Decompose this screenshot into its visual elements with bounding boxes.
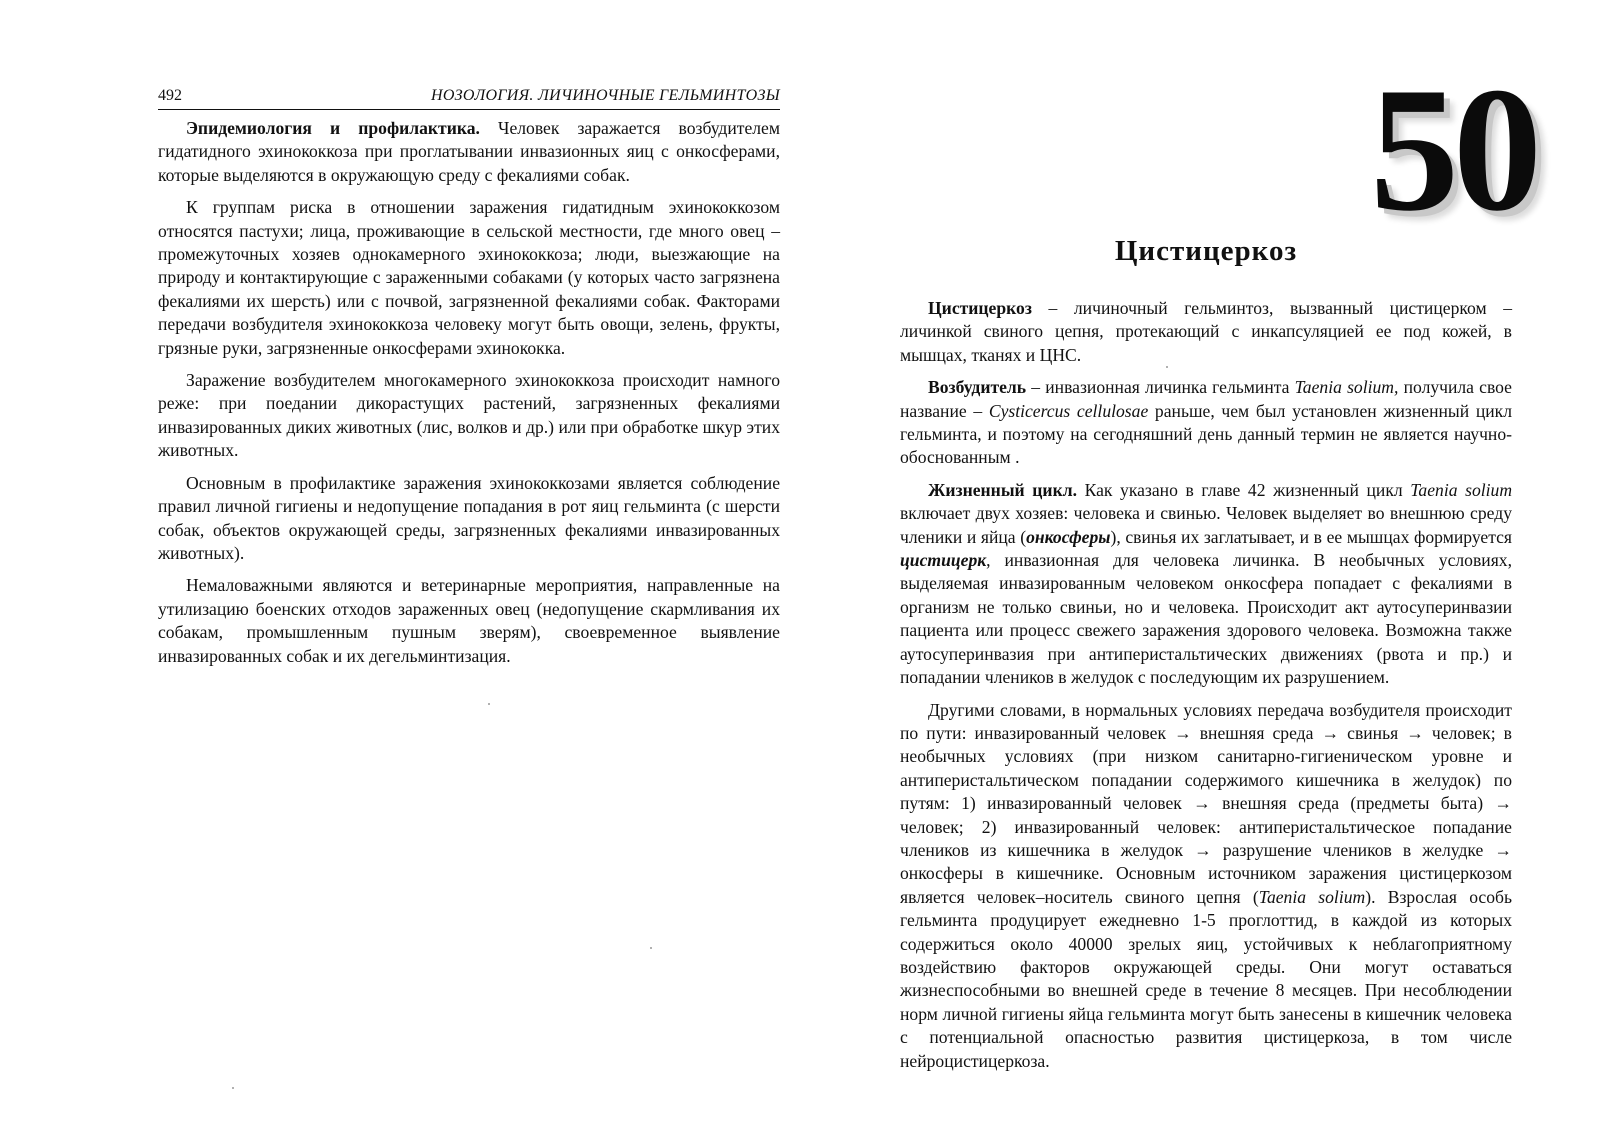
chapter-title: Цистицеркоз <box>1114 235 1298 267</box>
paragraph-lead: Возбудитель <box>928 377 1027 398</box>
text-run: Как указано в главе 42 жизненный цикл <box>1076 479 1411 500</box>
right-body-text <box>900 297 1512 1082</box>
left-body-text <box>158 117 780 677</box>
text-run: – инвазионная личинка гельминта <box>1026 377 1295 398</box>
paragraph-transmission <box>900 699 1512 1074</box>
paragraph-multilocular <box>158 369 780 463</box>
paragraph-prevention <box>158 472 780 566</box>
scan-speck <box>650 947 652 949</box>
paragraph-epidemiology <box>158 117 780 187</box>
latin-term: Taenia solium <box>1258 886 1366 907</box>
latin-term: Taenia solium <box>1410 479 1513 500</box>
paragraph-text: – личиночный гельминтоз, вызванный цистицерком – личинкой свиного цепня, протекающий с инкапсуляцией ее под кожей, в мышцах, тканях и ЦНС. <box>900 298 1512 365</box>
paragraph-pathogen <box>900 376 1512 470</box>
scan-speck <box>1166 366 1168 368</box>
key-term: цистицерк <box>900 550 987 571</box>
text-run: Другими словами, в нормальных условиях передача возбудителя происходит по пути: инвазированный человек → внешняя среда → свинья → человек; в необычных условиях (при низком санитарно-гигиеническом уровне и антиперистальтическом попадании содержимого кишечника в желудок) по путям: 1) инвазированный человек → внешняя среда (предметы быта) → человек; 2) инвазированный человек: антиперистальтическое попадание члеников из кишечника в желудок → разрушение члеников в желудке → онкосферы в кишечнике. Основным источником заражения цистицеркозом является человек–носитель свиного цепня ( <box>900 699 1512 907</box>
page-number: 492 <box>158 87 182 104</box>
chapter-number: 50 <box>1370 50 1536 248</box>
text-run: ). Взрослая особь гельминта продуцирует ежедневно 1-5 проглоттид, в каждой из которых содержиться около 40000 зрелых яиц, устойчивых к неблагоприятному воздействию факторов окружающей среды. Они могут оставаться жизнеспособными во внешней среде в течение 8 месяцев. При несоблюдении норм личной гигиены яйца гельминта могут быть занесены в кишечник человека с потенциальной опасностью развития цистицеркоза, в том числе нейроцистицеркоза. <box>900 886 1513 1071</box>
paragraph-lead: Эпидемиология и профилактика. <box>186 118 480 138</box>
paragraph-definition <box>900 297 1512 367</box>
scan-speck <box>488 703 490 705</box>
paragraph-text: Заражение возбудителем многокамерного эхинококкоза происходит намного реже: при поедании дикорастущих растений, загрязненных фекалиями инвазированных диких животных (лис, волков и др.) или при обработке шкур этих животных. <box>158 370 780 461</box>
running-head <box>158 83 780 110</box>
paragraph-risk-groups <box>158 196 780 360</box>
paragraph-veterinary <box>158 574 780 668</box>
paragraph-lead: Жизненный цикл. <box>928 479 1077 500</box>
text-run: , инвазионная для человека личинка. В необычных условиях, выделяемая инвазированным человеком онкосфера попадает с фекалиями в организм не только свиньи, но и человека. Происходит акт аутосуперинвазии пациента или процесс свежего заражения здорового человека. Возможна также аутосуперинвазия при антиперистальтических движениях (рвота и пр.) и попадании члеников в желудок с последующим их разрушением. <box>900 550 1512 688</box>
text-run: включает двух хозяев: человека и свинью. Человек выделяет во внешнюю среду членики и яйца ( <box>900 503 1512 547</box>
latin-term: Taenia solium, <box>1294 377 1399 398</box>
paragraph-text: Немаловажными являются и ветеринарные мероприятия, направленные на утилизацию боенских отходов зараженных овец (недопущение скармливания их собакам, промышленным пушным зверям), своевременное выявление инвазированных собак и их дегельминтизация. <box>158 575 780 666</box>
text-run: раньше, чем был установлен жизненный цикл гельминта, и поэтому на сегодняшний день данный термин не является научно-обоснованным . <box>900 400 1512 468</box>
paragraph-text: К группам риска в отношении заражения гидатидным эхинококкозом относятся пастухи; лица, проживающие в сельской местности, где много овец – промежуточных хозяев однокамерного эхинококкоза; люди, выезжающие на природу и контактирующие с зараженными собаками (у которых часто загрязнена фекалиями их шерсть) или с почвой, загрязненной фекалиями собак. Факторами передачи возбудителя эхинококкоза человеку могут быть овощи, зелень, фрукты, грязные руки, загрязненные онкосферами эхинококка. <box>158 197 780 358</box>
scan-speck <box>232 1087 234 1089</box>
paragraph-lead: Цистицеркоз <box>928 298 1032 318</box>
latin-term: Cysticercus cellulosae <box>988 400 1149 421</box>
paragraph-text: Основным в профилактике заражения эхинококкозами является соблюдение правил личной гигиены и недопущение попадания в рот яиц гельминта (с шерсти собак, объектов окружающей среды, загрязненных фекалиями инвазированных животных). <box>158 472 780 563</box>
text-run: ), свинья их заглатывает, и в ее мышцах формируется <box>1110 526 1512 547</box>
paragraph-text: Человек заражается возбудителем гидатидного эхинококкоза при проглатывании инвазионных яиц с онкосферами, которые выделяются в окружающую среду с фекалиями собак. <box>158 118 781 185</box>
running-title: НОЗОЛОГИЯ. ЛИЧИНОЧНЫЕ ГЕЛЬМИНТОЗЫ <box>430 87 780 104</box>
key-term: онкосферы <box>1026 526 1111 547</box>
paragraph-life-cycle <box>900 479 1512 690</box>
text-run: получила свое название – <box>900 377 1512 421</box>
